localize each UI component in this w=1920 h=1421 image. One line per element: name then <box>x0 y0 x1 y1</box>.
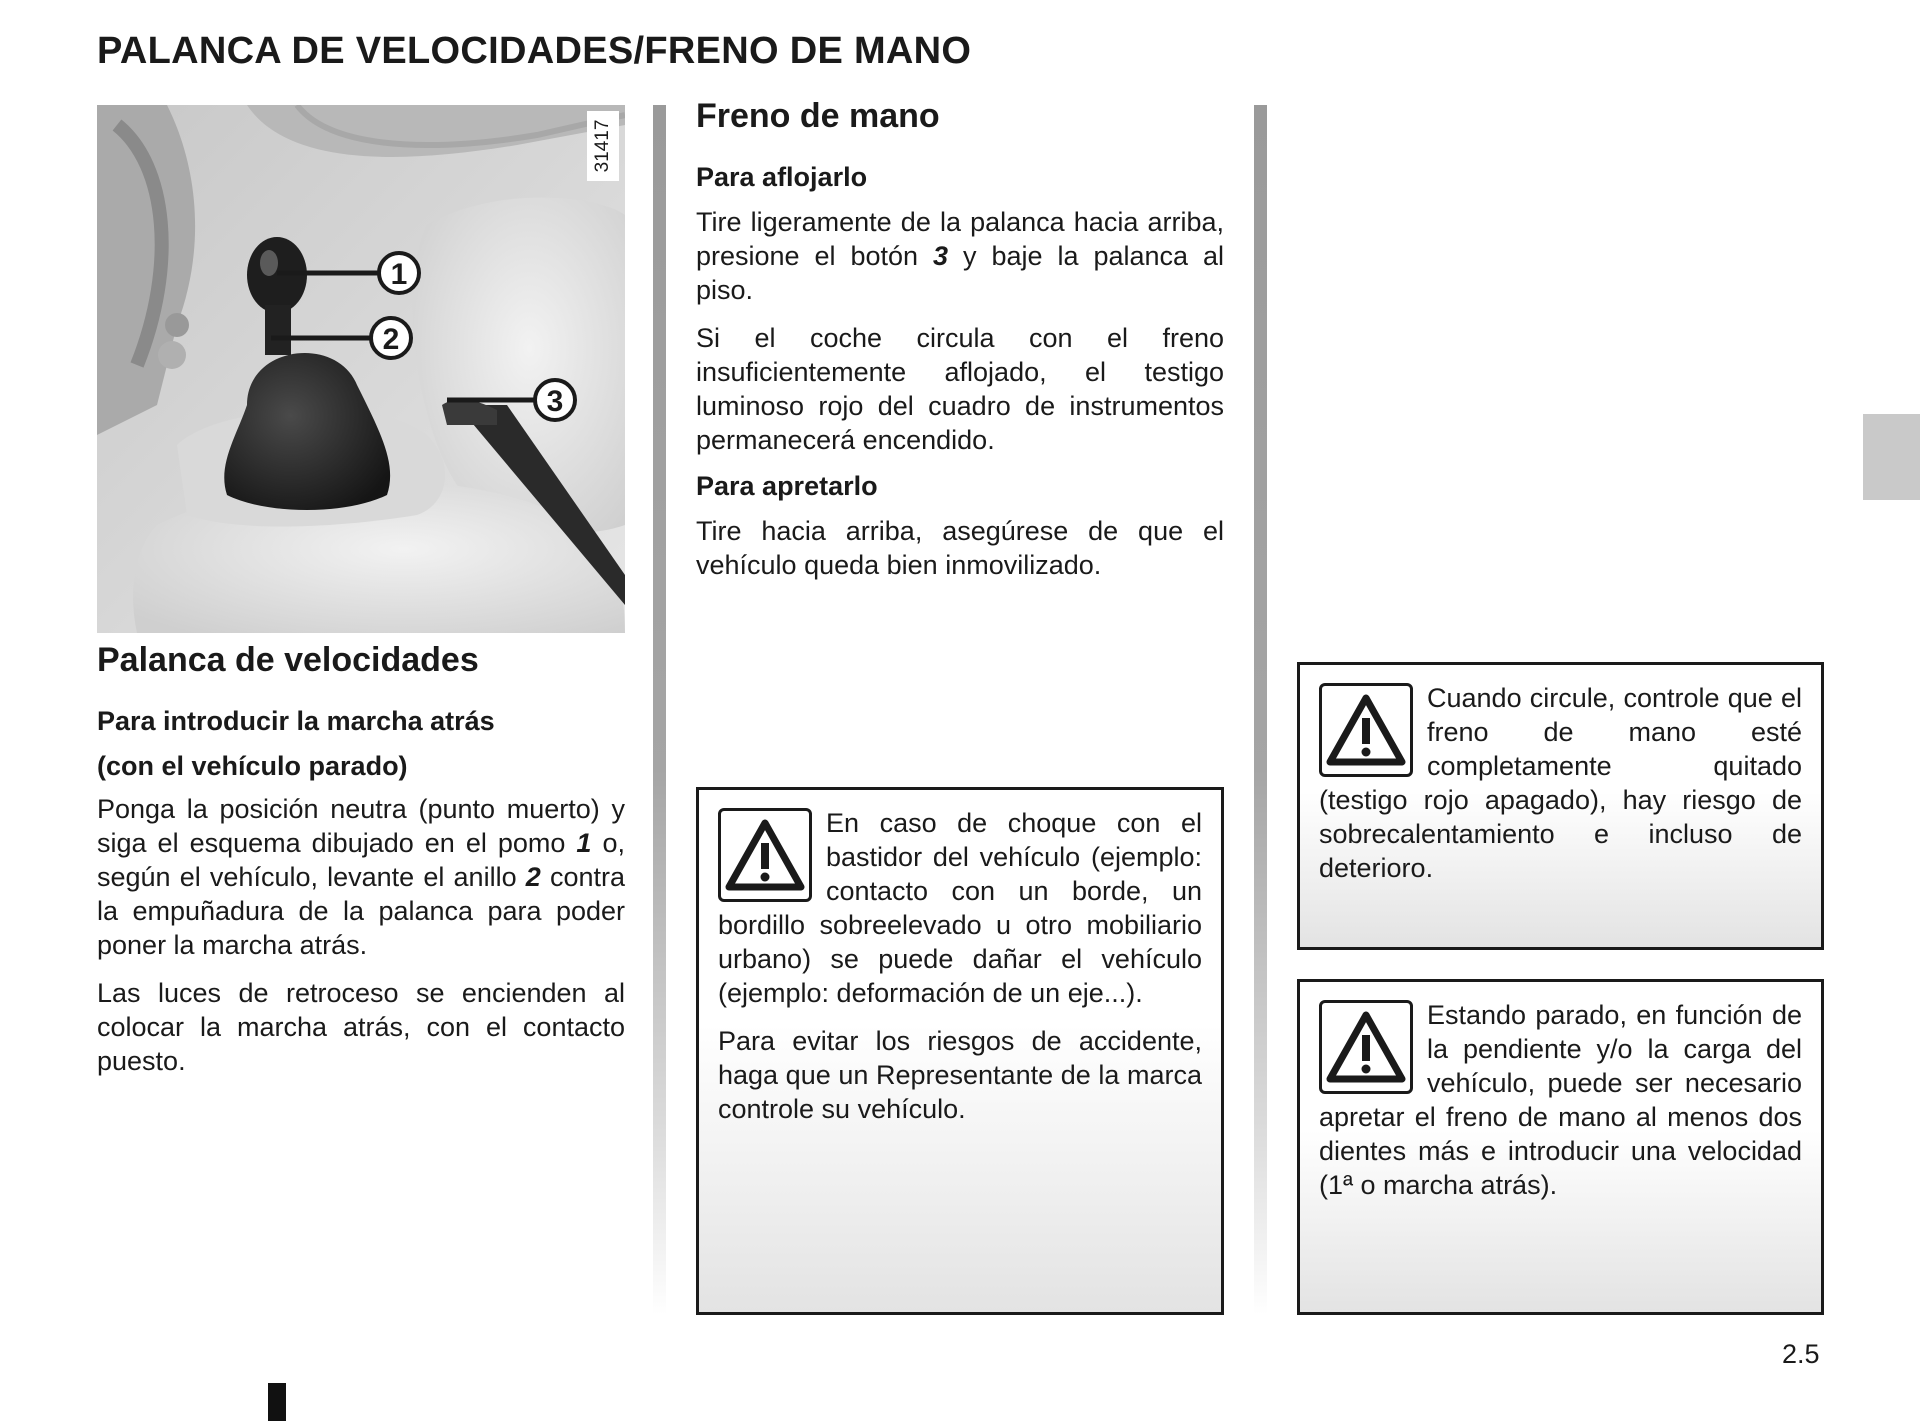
page-title: PALANCA DE VELOCIDADES/FRENO DE MANO <box>97 30 972 72</box>
reverse-gear-condition: (con el vehículo parado) <box>97 751 408 781</box>
warning-triangle-icon <box>718 808 812 902</box>
chapter-side-tab <box>1863 414 1920 500</box>
warning-triangle-icon <box>1319 683 1413 777</box>
collision-warning-text: En caso de choque con el bastidor del vehículo (ejemplo: contacto con un borde, un bordillo sobreelevado u otro mobiliario urbano) se puede dañar el vehículo (ejemplo: deformación de un eje...). <box>718 808 1202 1008</box>
reverse-gear-instructions: Ponga la posición neutra (punto muerto) y siga el esquema dibujado en el pomo 1 o, según el vehículo, levante el anillo 2 contra la empuñadura de la palanca para poder poner la marcha atrás. <box>97 794 626 960</box>
callout-label-2: 2 <box>382 323 400 356</box>
apply-instructions: Tire hacia arriba, asegúrese de que el vehículo queda bien inmovilizado. <box>696 516 1224 580</box>
handbrake-title: Freno de mano <box>696 97 940 135</box>
figure-callouts <box>97 105 625 633</box>
column-divider-right <box>1254 105 1267 1315</box>
warning-triangle-icon <box>1319 1000 1413 1094</box>
middle-column <box>696 97 1225 582</box>
driving-warning-text: Cuando circule, controle que el freno de mano esté completamente quitado (testigo rojo apagado), hay riesgo de sobrecalentamiento e incluso de deterioro. <box>1319 683 1802 883</box>
parked-warning-text: Estando parado, en función de la pendiente y/o la carga del vehículo, puede ser necesario apretar el freno de mano al menos dos dientes más e introducir una velocidad (1ª o marcha atrás). <box>1319 1000 1802 1200</box>
reverse-gear-subtitle: Para introducir la marcha atrás <box>97 706 495 736</box>
apply-subtitle: Para apretarlo <box>696 471 878 501</box>
collision-advice-text: Para evitar los riesgos de accidente, haga que un Representante de la marca controle su vehículo. <box>718 1026 1202 1124</box>
warning-box-collision <box>696 787 1224 1315</box>
release-instructions: Tire ligeramente de la palanca hacia arriba, presione el botón 3 y baje la palanca al piso. <box>696 207 1225 305</box>
gear-lever-figure <box>97 105 625 633</box>
figure-reference-number: 31417 <box>587 111 619 181</box>
page-number: 2.5 <box>1782 1339 1820 1369</box>
column-divider-left <box>653 105 666 1315</box>
reverse-lights-note: Las luces de retroceso se encienden al colocar la marcha atrás, con el contacto puesto. <box>97 978 625 1076</box>
callout-label-1: 1 <box>390 258 408 291</box>
left-column <box>97 105 625 1078</box>
gear-lever-title: Palanca de velocidades <box>97 641 479 679</box>
print-crop-mark <box>268 1383 286 1421</box>
callout-label-3: 3 <box>546 385 564 418</box>
warning-box-driving <box>1297 662 1824 950</box>
release-subtitle: Para aflojarlo <box>696 162 868 192</box>
release-warning-note: Si el coche circula con el freno insuficientemente aflojado, el testigo luminoso rojo del cuadro de instrumentos permanecerá encendido. <box>696 323 1224 455</box>
warning-box-parked <box>1297 979 1824 1315</box>
